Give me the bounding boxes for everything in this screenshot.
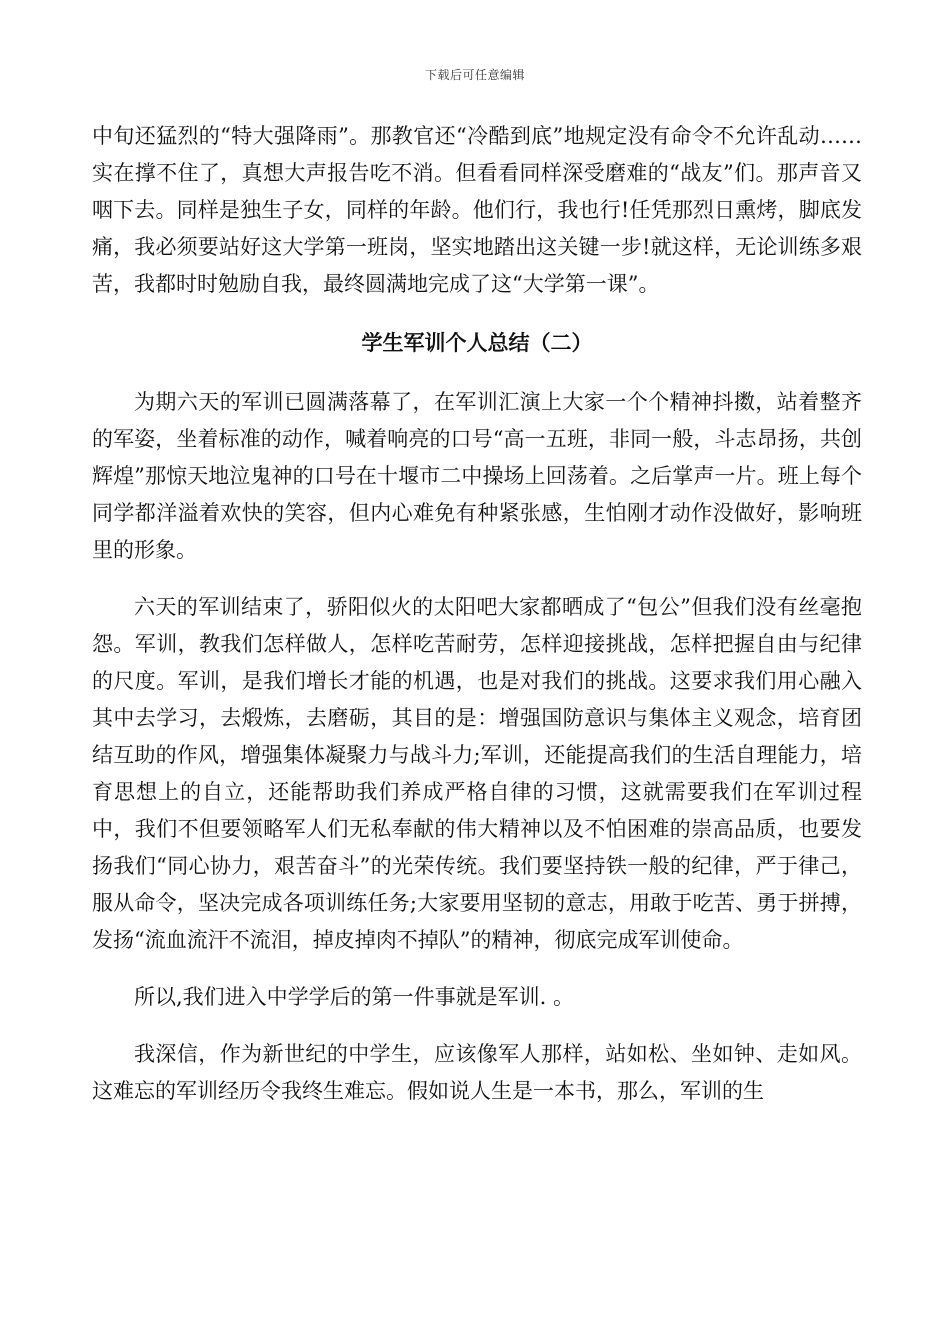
body-paragraph-1: 为期六天的军训已圆满落幕了，在军训汇演上大家一个个精神抖擞，站着整齐的军姿，坐着标准的动作，喊着响亮的口号“高一五班，非同一般，斗志昂扬，共创辉煌”那惊天地泣鬼神的口号在十堰市二中操场上回荡着。之后掌声一片。班上每个同学都洋溢着欢快的笑容，但内心难免有种紧张感，生怕刚才动作没做好，影响班里的形象。 [92,390,862,562]
section-title: 学生军训个人总结（二） [361,331,593,355]
body-paragraph-3: 所以,我们进入中学学后的第一件事就是军训. 。 [134,985,575,1009]
document-body [92,118,862,1110]
body-paragraph-4: 我深信，作为新世纪的中学生，应该像军人那样，站如松、坐如钟、走如风。这难忘的军训经历令我终生难忘。假如说人生是一本书，那么，军训的生 [92,1042,862,1103]
page-header: 下载后可任意编辑 [424,68,525,82]
body-paragraph-2: 六天的军训结束了，骄阳似火的太阳吧大家都晒成了“包公”但我们没有丝毫抱怨。军训，教我们怎样做人，怎样吃苦耐劳，怎样迎接挑战，怎样把握自由与纪律的尺度。军训，是我们增长才能的机遇，也是对我们的挑战。这要求我们用心融入其中去学习，去煅炼，去磨砺，其目的是：增强国防意识与集体主义观念，培育团结互助的作风，增强集体凝聚力与战斗力;军训，还能提高我们的生活自理能力，培育思想上的自立，还能帮助我们养成严格自律的习惯，这就需要我们在军训过程中，我们不但要领略军人们无私奉献的伟大精神以及不怕困难的崇高品质，也要发扬我们“同心协力，艰苦奋斗”的光荣传统。我们要坚持铁一般的纪律，严于律己，服从命令，坚决完成各项训练任务;大家要用坚韧的意志，用敢于吃苦、勇于拼搏，发扬“流血流汗不流泪，掉皮掉肉不掉队”的精神，彻底完成军训使命。 [92,595,862,952]
continued-paragraph: 中旬还猛烈的“特大强降雨”。那教官还“冷酷到底”地规定没有命令不允许乱动……实在撑不住了，真想大声报告吃不消。但看看同样深受磨难的“战友”们。那声音又咽下去。同样是独生子女，同样的年龄。他们行，我也行!任凭那烈日熏烤，脚底发痛，我必须要站好这大学第一班岗，坚实地踏出这关键一步!就这样，无论训练多艰苦，我都时时勉励自我，最终圆满地完成了这“大学第一课”。 [92,124,862,296]
